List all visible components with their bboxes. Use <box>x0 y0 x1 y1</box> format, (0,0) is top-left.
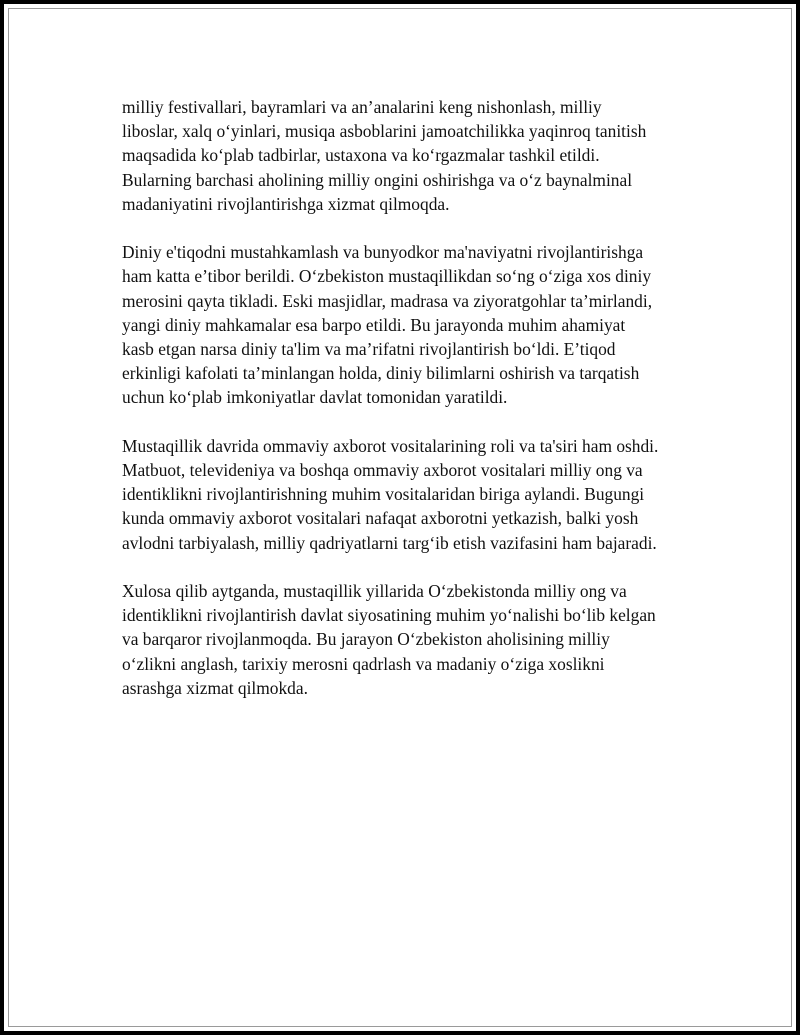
text-line: va barqaror rivojlanmoqda. Bu jarayon O‘zbekiston aholisining milliy <box>122 629 610 650</box>
text-line: milliy festivallari, bayramlari va an’analarini keng nishonlash, milliy <box>122 97 602 117</box>
text-line: o‘zlikni anglash, tarixiy merosni qadrlash va madaniy o‘ziga xoslikni <box>122 653 605 674</box>
text-line: kasb etgan narsa diniy ta'lim va ma’rifatni rivojlantirish bo‘ldi. E’tiqod <box>122 339 616 360</box>
text-line: yangi diniy mahkamalar esa barpo etildi. Bu jarayonda muhim ahamiyat <box>122 314 626 335</box>
text-line: avlodni tarbiyalash, milliy qadriyatlarni targ‘ib etish vazifasini ham bajaradi. <box>122 532 657 553</box>
text-line: maqsadida ko‘plab tadbirlar, ustaxona va ko‘rgazmalar tashkil etildi. <box>122 145 600 166</box>
paragraph-1 <box>122 95 722 216</box>
paragraph-3 <box>122 434 722 555</box>
text-line: merosini qayta tikladi. Eski masjidlar, madrasa va ziyoratgohlar ta’mirlandi, <box>122 290 653 311</box>
text-line: identiklikni rivojlantirish davlat siyosatining muhim yo‘nalishi bo‘lib kelgan <box>122 605 656 626</box>
text-line: Xulosa qilib aytganda, mustaqillik yillarida O‘zbekistonda milliy ong va <box>122 581 627 602</box>
paragraph-2 <box>122 240 722 409</box>
text-line: liboslar, xalq o‘yinlari, musiqa asboblarini jamoatchilikka yaqinroq tanitish <box>122 121 647 142</box>
text-line: ham katta e’tibor berildi. O‘zbekiston mustaqillikdan so‘ng o‘ziga xos diniy <box>122 266 652 287</box>
text-line: erkinligi kafolati ta’minlangan holda, diniy bilimlarni oshirish va tarqatish <box>122 363 640 384</box>
document-body <box>122 95 722 724</box>
text-line: madaniyatini rivojlantirishga xizmat qilmoqda. <box>122 193 450 214</box>
text-line: Matbuot, televideniya va boshqa ommaviy axborot vositalari milliy ong va <box>122 460 643 481</box>
text-line: uchun ko‘plab imkoniyatlar davlat tomonidan yaratildi. <box>122 387 508 408</box>
text-line: kunda ommaviy axborot vositalari nafaqat axborotni yetkazish, balki yosh <box>122 508 639 529</box>
text-line: Mustaqillik davrida ommaviy axborot vositalarining roli va ta'siri ham oshdi. <box>122 435 659 456</box>
text-line: Bularning barchasi aholining milliy ongini oshirishga va o‘z baynalminal <box>122 169 633 190</box>
paragraph-4 <box>122 579 722 700</box>
text-line: Diniy e'tiqodni mustahkamlash va bunyodkor ma'naviyatni rivojlantirishga <box>122 242 644 263</box>
text-line: asrashga xizmat qilmokda. <box>122 677 308 698</box>
text-line: identiklikni rivojlantirishning muhim vositalaridan biriga aylandi. Bugungi <box>122 484 645 505</box>
